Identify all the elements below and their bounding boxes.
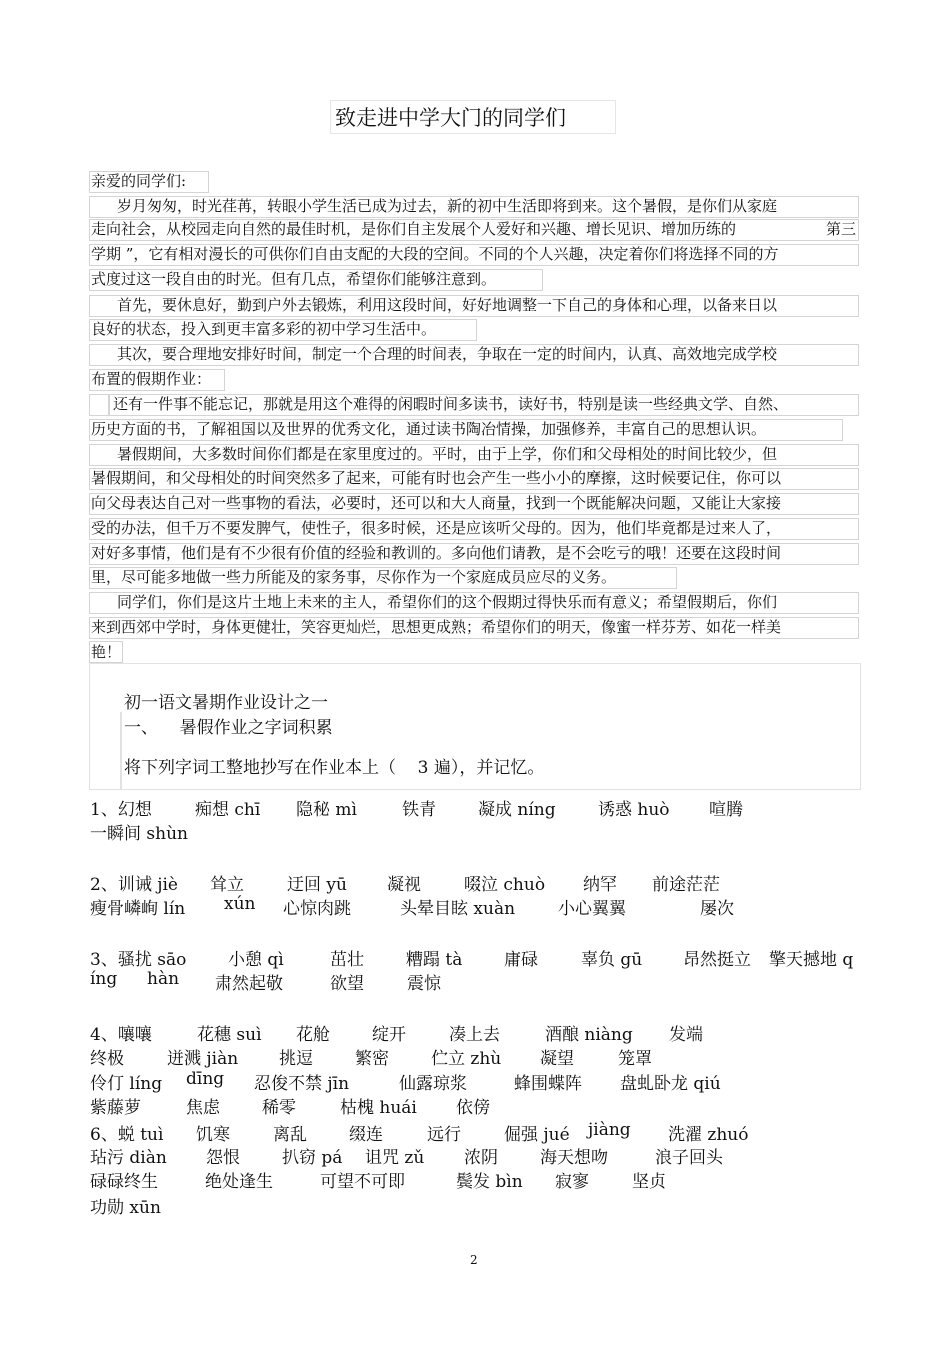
letter-line: 暑假期间，大多数时间你们都是在家里度过的。平时，由于上学，你们和父母相处的时间比较少，但: [117, 445, 778, 463]
letter-line: 式度过这一段自由的时光。但有几点，希望你们能够注意到。: [91, 270, 497, 288]
vocab-item: 玷污 diàn: [90, 1148, 167, 1168]
vocab-item: 花穗 suì: [197, 1025, 262, 1045]
vocab-item: 茁壮: [330, 950, 364, 970]
letter-line: 第三: [826, 220, 857, 238]
vocab-item: 纳罕: [583, 875, 617, 895]
vocab-item: 震惊: [407, 974, 441, 994]
letter-salutation: 亲爱的同学们:: [91, 172, 187, 190]
letter-line: 向父母表达自己对一些事物的看法，必要时，还可以和大人商量，找到一个既能解决问题，又能让大家接: [91, 494, 782, 512]
vocab-item: 可望不可即: [320, 1172, 405, 1192]
vocab-item: 擎天撼地 q: [769, 950, 854, 970]
vocab-item: 头晕目眩 xuàn: [400, 899, 516, 919]
vocab-item: 仙露琼浆: [399, 1074, 467, 1094]
vocab-item: 终极: [90, 1049, 124, 1069]
vocab-item: 焦虑: [186, 1098, 220, 1118]
title-frame: [330, 100, 616, 134]
vocab-item: 怨恨: [206, 1148, 240, 1168]
vocab-item: 2、训诫 jiè: [90, 875, 178, 895]
vocab-item: 伶仃 líng: [90, 1074, 163, 1094]
vocab-item: 枯槐 huái: [340, 1098, 417, 1118]
vocab-item: 功勋 xūn: [90, 1198, 161, 1218]
vocab-item: 浓阴: [464, 1148, 498, 1168]
vocab-item: 辜负 gū: [581, 950, 643, 970]
letter-line: 走向社会，从校园走向自然的最佳时机，是你们自主发展个人爱好和兴趣、增长见识、增加历练的: [91, 220, 737, 238]
vocab-item: 远行: [427, 1125, 461, 1145]
letter-line: 其次，要合理地安排好时间，制定一个合理的时间表，争取在一定的时间内，认真、高效地完成学校: [117, 345, 778, 363]
vocab-item: 庸碌: [504, 950, 538, 970]
letter-line: 还有一件事不能忘记，那就是用这个难得的闲暇时间多读书，读好书，特别是读一些经典文学、自然、: [113, 395, 789, 413]
letter-line: 首先，要休息好，勤到户外去锻炼，利用这段时间，好好地调整一下自己的身体和心理，以备来日以: [117, 296, 778, 314]
vocab-item: 欲望: [330, 974, 364, 994]
vocab-item: 诱惑 huò: [598, 800, 670, 820]
vocab-item: 花舱: [296, 1025, 330, 1045]
vocab-item: 糟蹋 tà: [406, 950, 463, 970]
vocab-item: 铁青: [402, 800, 436, 820]
vocab-item: 屡次: [700, 899, 734, 919]
vocab-item: 缀连: [349, 1125, 383, 1145]
vocab-item: 紫藤萝: [90, 1098, 141, 1118]
vocab-item: 忍俊不禁 jīn: [254, 1074, 350, 1094]
vocab-item: 凝望: [540, 1049, 574, 1069]
vocab-item: 隐秘 mì: [296, 800, 357, 820]
vocab-item: 稀零: [262, 1098, 296, 1118]
vocab-item: 鬓发 bìn: [456, 1172, 523, 1192]
vocab-item: 凝视: [387, 875, 421, 895]
letter-line: 受的办法，但千万不要发脾气，使性子，很多时候，还是应该听父母的。因为，他们毕竟都是过来人了，: [91, 519, 782, 537]
vocab-item: íng: [90, 969, 118, 989]
vocab-item: 浪子回头: [655, 1148, 723, 1168]
vocab-item: 喧腾: [709, 800, 743, 820]
vocab-item: hàn: [147, 969, 180, 989]
vocab-item: 昂然挺立: [683, 950, 751, 970]
vocab-item: 依傍: [456, 1098, 490, 1118]
vocab-item: 瘦骨嶙峋 lín: [90, 899, 186, 919]
page-title: 致走进中学大门的同学们: [335, 106, 566, 130]
letter-line: 对好多事情，他们是有不少很有价值的经验和教训的。多向他们请教，是不会吃亏的哦！还要在这段时间: [91, 544, 782, 562]
vocab-item: 坚贞: [632, 1172, 666, 1192]
vocab-item: 凝成 níng: [478, 800, 556, 820]
vocab-item: 海天想吻: [540, 1148, 608, 1168]
vocab-item: 前途茫茫: [652, 875, 720, 895]
letter-line: 学期 ”，它有相对漫长的可供你们自由支配的大段的空间。不同的个人兴趣，决定着你们将选择不同的方: [91, 245, 779, 263]
vocab-item: 一瞬间 shùn: [90, 824, 188, 844]
vocab-item: 饥寒: [196, 1125, 230, 1145]
vocab-item: 心惊肉跳: [283, 899, 351, 919]
vocab-item: 1、幻想: [90, 800, 152, 820]
letter-line: 良好的状态，投入到更丰富多彩的初中学习生活中。: [91, 320, 437, 338]
vocab-item: 伫立 zhù: [431, 1049, 502, 1069]
vocab-item: 小心翼翼: [558, 899, 626, 919]
vocab-item: 迂回 yū: [287, 875, 347, 895]
vocab-item: 寂寥: [555, 1172, 589, 1192]
vocab-item: 诅咒 zǔ: [365, 1148, 425, 1168]
vocab-item: 碌碌终生: [90, 1172, 158, 1192]
vocab-item: 酒酿 niàng: [545, 1025, 633, 1045]
vocab-item: 洗濯 zhuó: [668, 1125, 749, 1145]
vocab-item: 痴想 chī: [195, 800, 261, 820]
vocab-item: 迸溅 jiàn: [167, 1049, 239, 1069]
vocab-item: 离乱: [273, 1125, 307, 1145]
letter-line: 岁月匆匆，时光荏苒，转眼小学生活已成为过去，新的初中生活即将到来。这个暑假，是你们从家庭: [117, 197, 778, 215]
letter-line: 暑假期间，和父母相处的时间突然多了起来，可能有时也会产生一些小小的摩擦，这时候要记住，你可以: [91, 469, 782, 487]
vocab-item: 倔强 jué: [504, 1125, 570, 1145]
vocab-item: dīng: [186, 1069, 225, 1089]
vocab-item: 绝处逢生: [205, 1172, 273, 1192]
frame: [89, 394, 109, 416]
section-subheading: 一、 暑假作业之字词积累: [124, 718, 333, 738]
section-heading: 初一语文暑期作业设计之一: [124, 693, 328, 713]
vocab-item: 繁密: [355, 1049, 389, 1069]
vocab-item: 3、骚扰 sāo: [90, 950, 187, 970]
vocab-item: 扒窃 pá: [282, 1148, 343, 1168]
vocab-item: 发端: [669, 1025, 703, 1045]
vocab-item: 盘虬卧龙 qiú: [620, 1074, 721, 1094]
letter-line: 艳！: [91, 643, 122, 661]
letter-line: 里，尽可能多地做一些力所能及的家务事，尽你作为一个家庭成员应尽的义务。: [91, 568, 617, 586]
vocab-item: 啜泣 chuò: [464, 875, 546, 895]
vocab-item: 耸立: [210, 875, 244, 895]
vocab-item: 小憩 qì: [228, 950, 284, 970]
letter-line: 历史方面的书，了解祖国以及世界的优秀文化，通过读书陶冶情操，加强修养，丰富自己的思想认识。: [91, 420, 767, 438]
vocab-item: xún: [224, 894, 256, 914]
vocab-item: 挑逗: [279, 1049, 313, 1069]
vocab-item: 凑上去: [449, 1025, 500, 1045]
vocab-item: 绽开: [372, 1025, 406, 1045]
vocab-item: 蜂围蝶阵: [514, 1074, 582, 1094]
vocab-item: jiàng: [588, 1120, 631, 1140]
letter-line: 布置的假期作业：: [91, 370, 212, 388]
vocab-item: 肃然起敬: [215, 974, 283, 994]
section-divider: [120, 712, 122, 790]
letter-line: 来到西郊中学时，身体更健壮，笑容更灿烂，思想更成熟；希望你们的明天，像蜜一样芬芳、如花一样美: [91, 618, 782, 636]
vocab-item: 笼罩: [618, 1049, 652, 1069]
section-instruction: 将下列字词工整地抄写在作业本上（ 3 遍），并记忆。: [124, 758, 545, 778]
vocab-item: 4、嚷嚷: [90, 1025, 152, 1045]
vocab-item: 6、蜕 tuì: [90, 1125, 164, 1145]
page-number: 2: [470, 1253, 478, 1267]
letter-line: 同学们，你们是这片土地上未来的主人，希望你们的这个假期过得快乐而有意义；希望假期后，你们: [117, 593, 778, 611]
